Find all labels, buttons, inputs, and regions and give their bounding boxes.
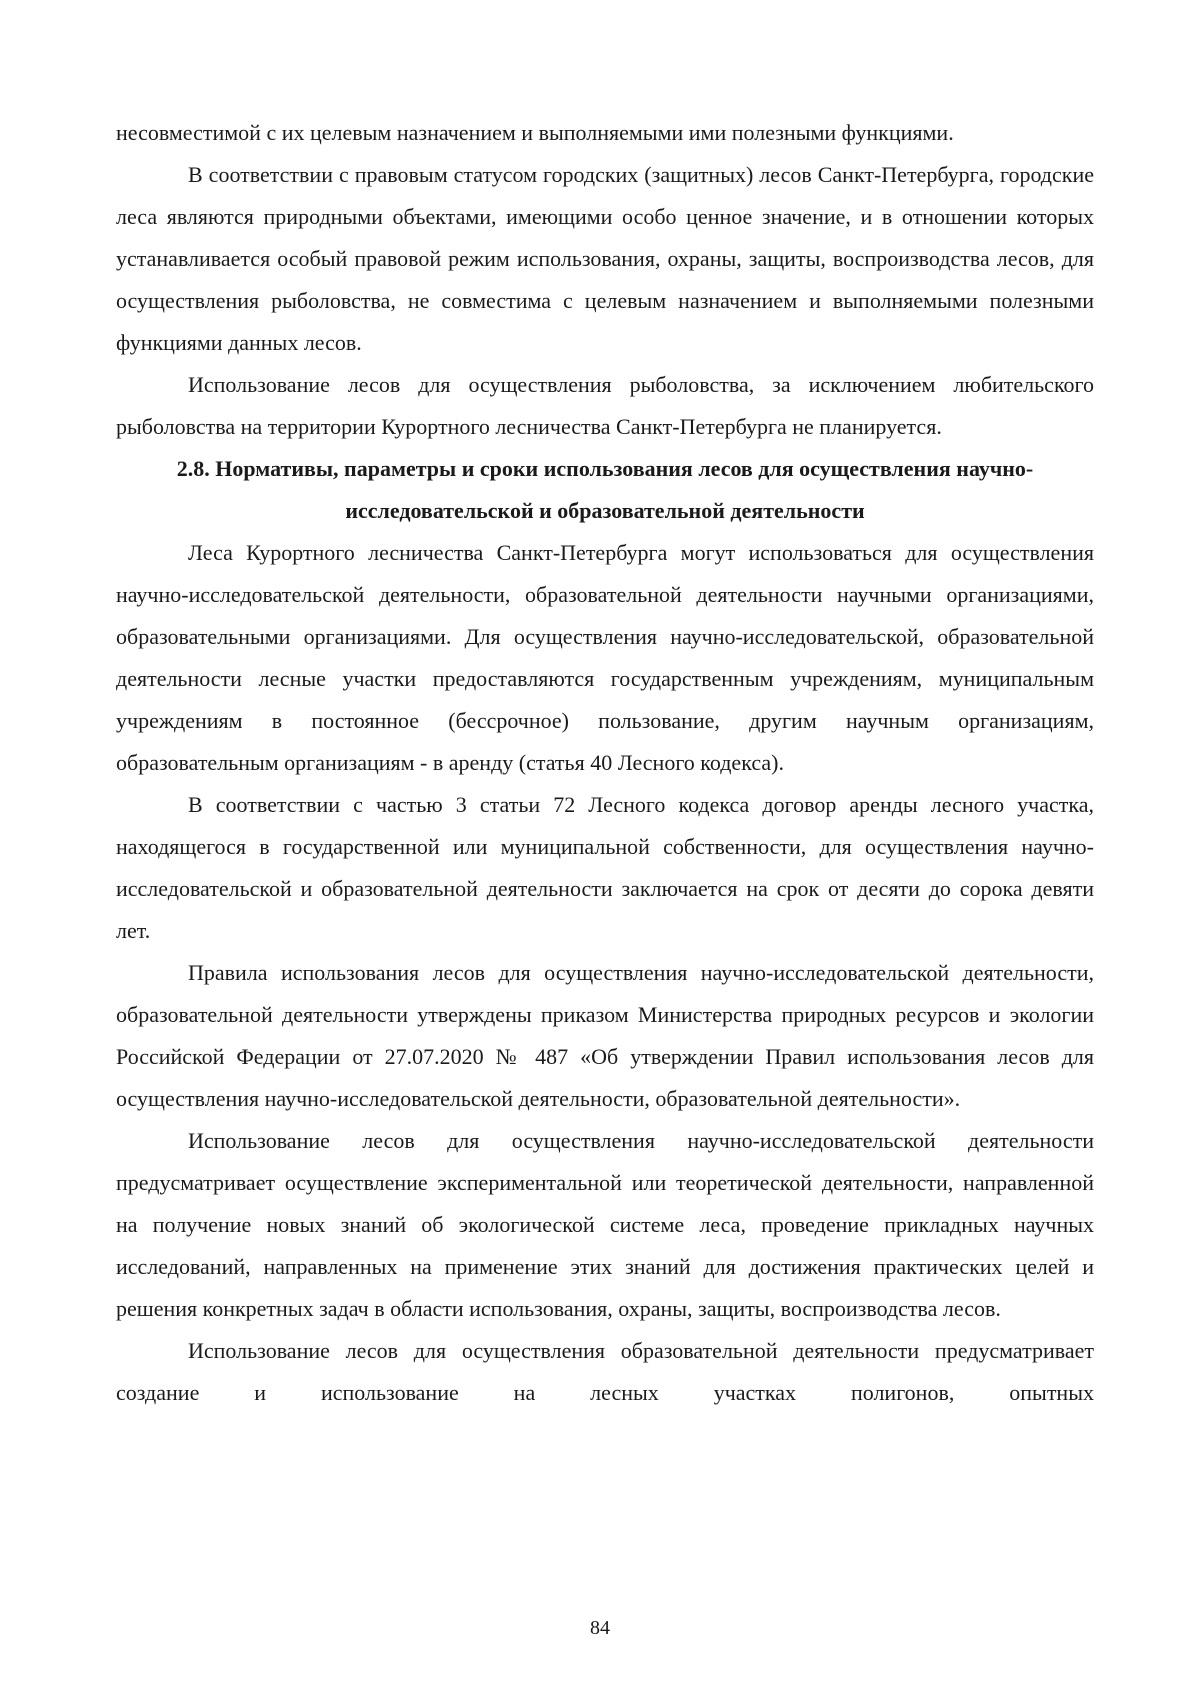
paragraph-rules: Правила использования лесов для осуществления научно-исследовательской деятельности, образовательной деятельности утверждены приказом Министерства природных ресурсов и экологии Российской Федерации от 27.07.2020 № 487 «Об утверждении Правил использования лесов для осуществления научно-исследовательской деятельности, образовательной деятельности». [116,960,1094,1111]
section-heading: 2.8. Нормативы, параметры и сроки использования лесов для осуществления научно-исследовательской и образовательной деятельности [176,456,1034,523]
paragraph-lease-term: В соответствии с частью 3 статьи 72 Лесного кодекса договор аренды лесного участка, находящегося в государственной или муниципальной собственности, для осуществления научно-исследовательской и образовательной деятельности заключается на срок от десяти до сорока девяти лет. [116,792,1094,943]
paragraph-forest-use: Леса Курортного лесничества Санкт-Петербурга могут использоваться для осуществления научно-исследовательской деятельности, образовательной деятельности научными организациями, образовательными организациями. Для осуществления научно-исследовательской, образовательной деятельности лесные участки предоставляются государственным учреждениям, муниципальным учреждениям в постоянное (бессрочное) пользование, другим научным организациям, образовательным организациям - в аренду (статья 40 Лесного кодекса). [116,540,1094,775]
paragraph-legal-status: В соответствии с правовым статусом городских (защитных) лесов Санкт-Петербурга, городские леса являются природными объектами, имеющими особо ценное значение, и в отношении которых устанавливается особый правовой режим использования, охраны, защиты, воспроизводства лесов, для осуществления рыболовства, не совместима с целевым назначением и выполняемыми полезными функциями данных лесов. [116,162,1094,355]
page-number: 84 [590,1617,610,1639]
paragraph-fishing: Использование лесов для осуществления рыболовства, за исключением любительского рыболовства на территории Курортного лесничества Санкт-Петербурга не планируется. [116,372,1094,439]
paragraph-continuation: несовместимой с их целевым назначением и выполняемыми ими полезными функциями. [116,120,954,145]
paragraph-research: Использование лесов для осуществления научно-исследовательской деятельности предусматривает осуществление экспериментальной или теоретической деятельности, направленной на получение новых знаний об экологической системе леса, проведение прикладных научных исследований, направленных на применение этих знаний для достижения практических целей и решения конкретных задач в области использования, охраны, защиты, воспроизводства лесов. [116,1128,1094,1321]
page-content [116,112,1094,1414]
paragraph-education: Использование лесов для осуществления образовательной деятельности предусматривает создание и использование на лесных участках полигонов, опытных [116,1338,1094,1405]
